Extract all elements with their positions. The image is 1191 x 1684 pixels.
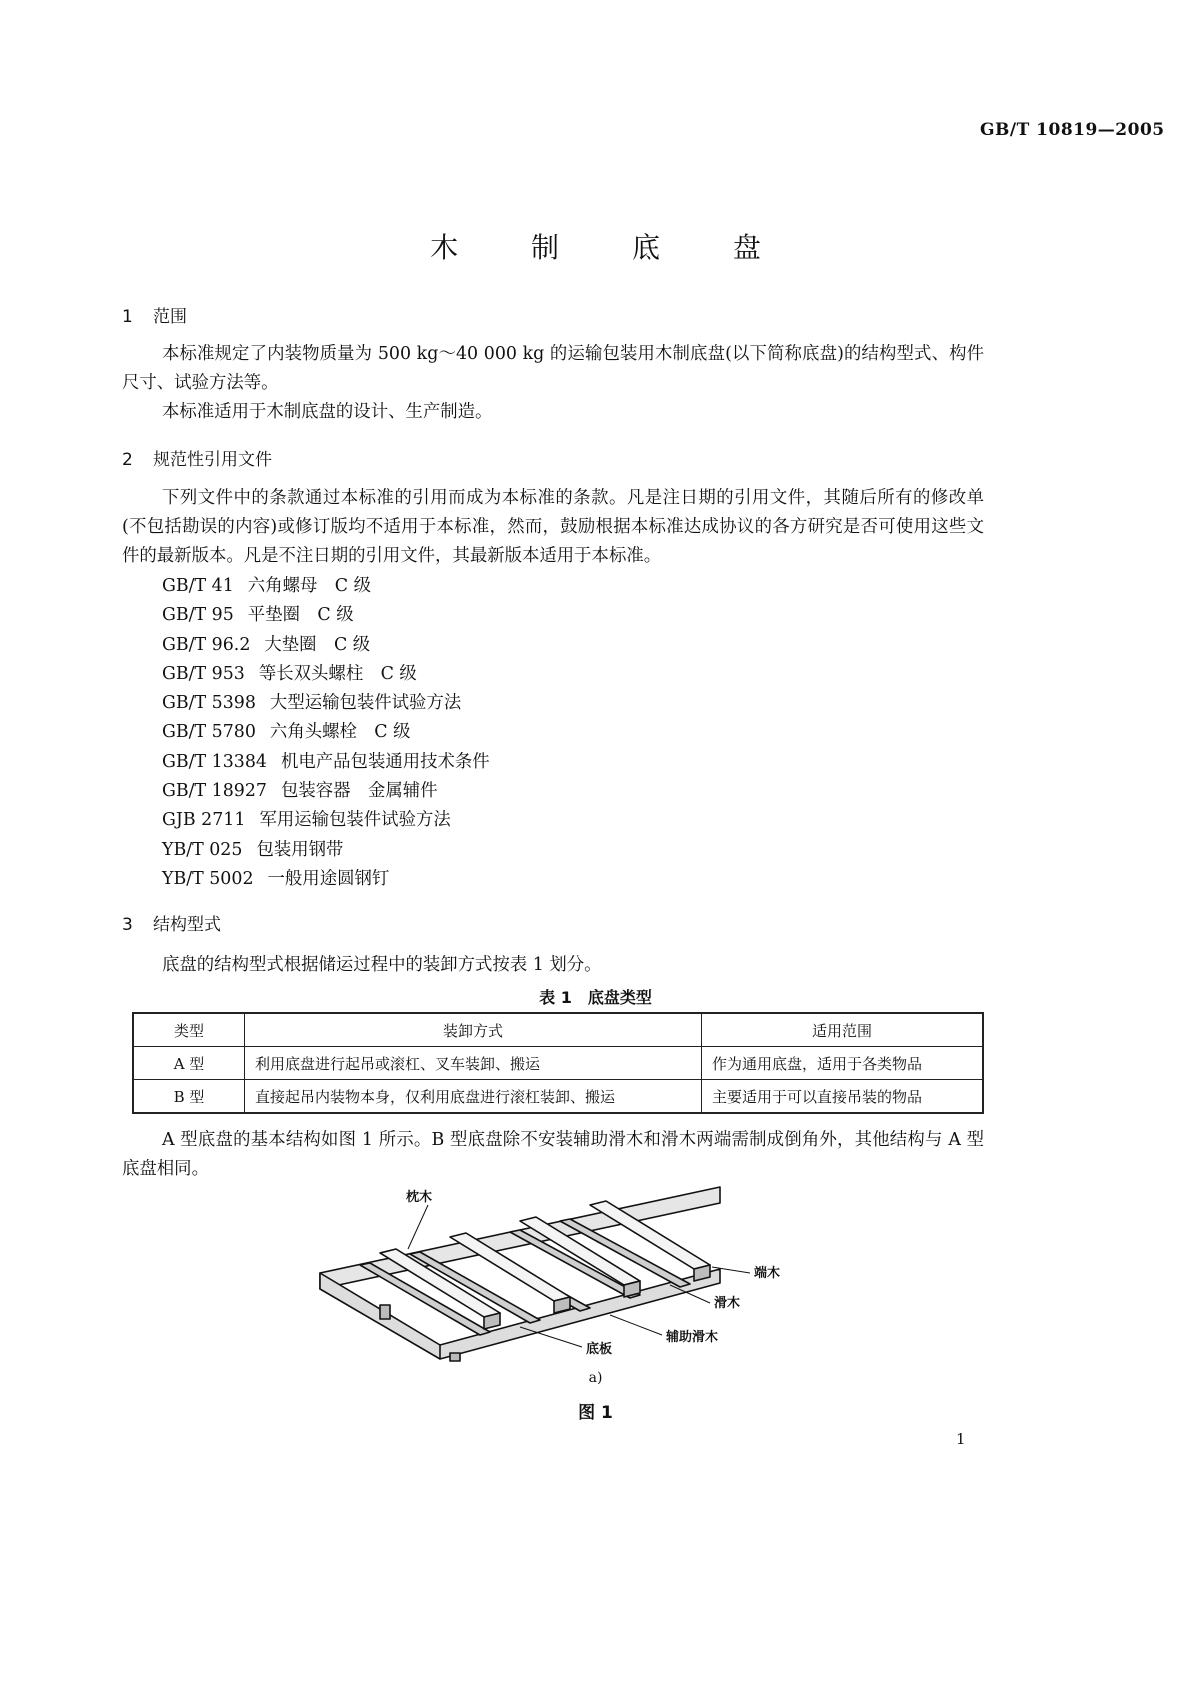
- figure-subcaption: a): [588, 1370, 603, 1386]
- section-number: 1: [122, 307, 133, 327]
- section-2-heading: [122, 445, 272, 470]
- table-cell: A 型: [133, 1047, 245, 1080]
- reference-title: 军用运输包装件试验方法: [259, 810, 451, 831]
- page-number: 1: [956, 1430, 966, 1448]
- reference-code: GJB 2711: [162, 810, 246, 831]
- table-cell: 主要适用于可以直接吊装的物品: [702, 1080, 984, 1114]
- reference-code: GB/T 13384: [162, 751, 267, 772]
- reference-item: [162, 748, 490, 777]
- reference-item: [162, 806, 490, 835]
- section-title: 结构型式: [153, 915, 221, 935]
- reference-code: GB/T 18927: [162, 781, 267, 802]
- reference-code: GB/T 5398: [162, 693, 256, 714]
- label-skid: 滑木: [714, 1296, 741, 1311]
- section-1-paragraph-2: 本标准适用于木制底盘的设计、生产制造。: [162, 402, 493, 422]
- standard-code: GB/T 10819—2005: [980, 120, 1165, 140]
- section-1-heading: [122, 302, 187, 327]
- reference-title: 包装容器 金属辅件: [280, 781, 438, 802]
- table-cell: 直接起吊内装物本身，仅利用底盘进行滚杠装卸、搬运: [245, 1080, 702, 1114]
- table-cell: B 型: [133, 1080, 245, 1114]
- reference-item: [162, 660, 490, 689]
- section-3-paragraph-1: 底盘的结构型式根据储运过程中的装卸方式按表 1 划分。: [162, 955, 602, 975]
- reference-list: [162, 572, 490, 894]
- reference-code: YB/T 025: [162, 839, 243, 860]
- document-title: 木 制 底 盘: [430, 231, 793, 264]
- section-3-heading: [122, 910, 221, 935]
- reference-title: 平垫圈 C 级: [247, 605, 354, 626]
- reference-code: GB/T 953: [162, 663, 245, 684]
- reference-title: 等长双头螺柱 C 级: [258, 663, 417, 684]
- section-number: 3: [122, 915, 133, 935]
- label-end: 端木: [754, 1266, 781, 1281]
- section-2-paragraph-1: 下列文件中的条款通过本标准的引用而成为本标准的条款。凡是注日期的引用文件，其随后所有的修改单(不包括勘误的内容)或修订版均不适用于本标准，然而，鼓励根据本标准达成协议的各方研究是否可使用这些文件的最新版本。凡是不注日期的引用文件，其最新版本适用于本标准。: [122, 488, 984, 566]
- reference-item: [162, 689, 490, 718]
- table-row: [133, 1080, 983, 1114]
- table-header-cell: 适用范围: [702, 1013, 984, 1047]
- label-floor: 底板: [586, 1342, 613, 1357]
- reference-item: [162, 572, 490, 601]
- reference-title: 大垫圈 C 级: [264, 634, 371, 655]
- reference-code: GB/T 95: [162, 605, 234, 626]
- reference-title: 大型运输包装件试验方法: [269, 693, 462, 714]
- table-header-cell: 类型: [133, 1013, 245, 1047]
- table-1-caption: 表 1 底盘类型: [539, 988, 652, 1007]
- reference-title: 机电产品包装通用技术条件: [280, 751, 490, 772]
- table-cell: 利用底盘进行起吊或滚杠、叉车装卸、搬运: [245, 1047, 702, 1080]
- table-header-row: [133, 1013, 983, 1047]
- reference-title: 一般用途圆钢钉: [267, 868, 390, 889]
- section-title: 规范性引用文件: [153, 450, 272, 470]
- reference-title: 六角螺母 C 级: [247, 576, 371, 596]
- reference-code: GB/T 5780: [162, 722, 256, 743]
- section-number: 2: [122, 450, 133, 470]
- reference-item: [162, 777, 490, 806]
- reference-code: YB/T 5002: [162, 868, 254, 889]
- reference-title: 包装用钢带: [256, 839, 344, 860]
- section-1-paragraph-1: 本标准规定了内装物质量为 500 kg～40 000 kg 的运输包装用木制底盘(以下简称底盘)的结构型式、构件尺寸、试验方法等。: [122, 344, 984, 393]
- reference-item: [162, 718, 490, 747]
- label-aux-skid: 辅助滑木: [666, 1330, 719, 1345]
- pallet-figure: [300, 1185, 820, 1365]
- section-title: 范围: [153, 307, 187, 327]
- section-3-paragraph-2: A 型底盘的基本结构如图 1 所示。B 型底盘除不安装辅助滑木和滑木两端需制成倒角外，其他结构与 A 型底盘相同。: [122, 1130, 984, 1179]
- reference-item: [162, 601, 490, 630]
- reference-item: [162, 865, 490, 894]
- table-1: [132, 1012, 984, 1114]
- reference-title: 六角头螺栓 C 级: [269, 722, 411, 743]
- table-row: [133, 1047, 983, 1080]
- reference-item: [162, 836, 490, 865]
- table-cell: 作为通用底盘，适用于各类物品: [702, 1047, 984, 1080]
- reference-item: [162, 631, 490, 660]
- reference-code: GB/T 41: [162, 576, 234, 596]
- label-pillow: 枕木: [406, 1190, 433, 1205]
- table-header-cell: 装卸方式: [245, 1013, 702, 1047]
- figure-caption: 图 1: [578, 1403, 613, 1423]
- reference-code: GB/T 96.2: [162, 634, 251, 655]
